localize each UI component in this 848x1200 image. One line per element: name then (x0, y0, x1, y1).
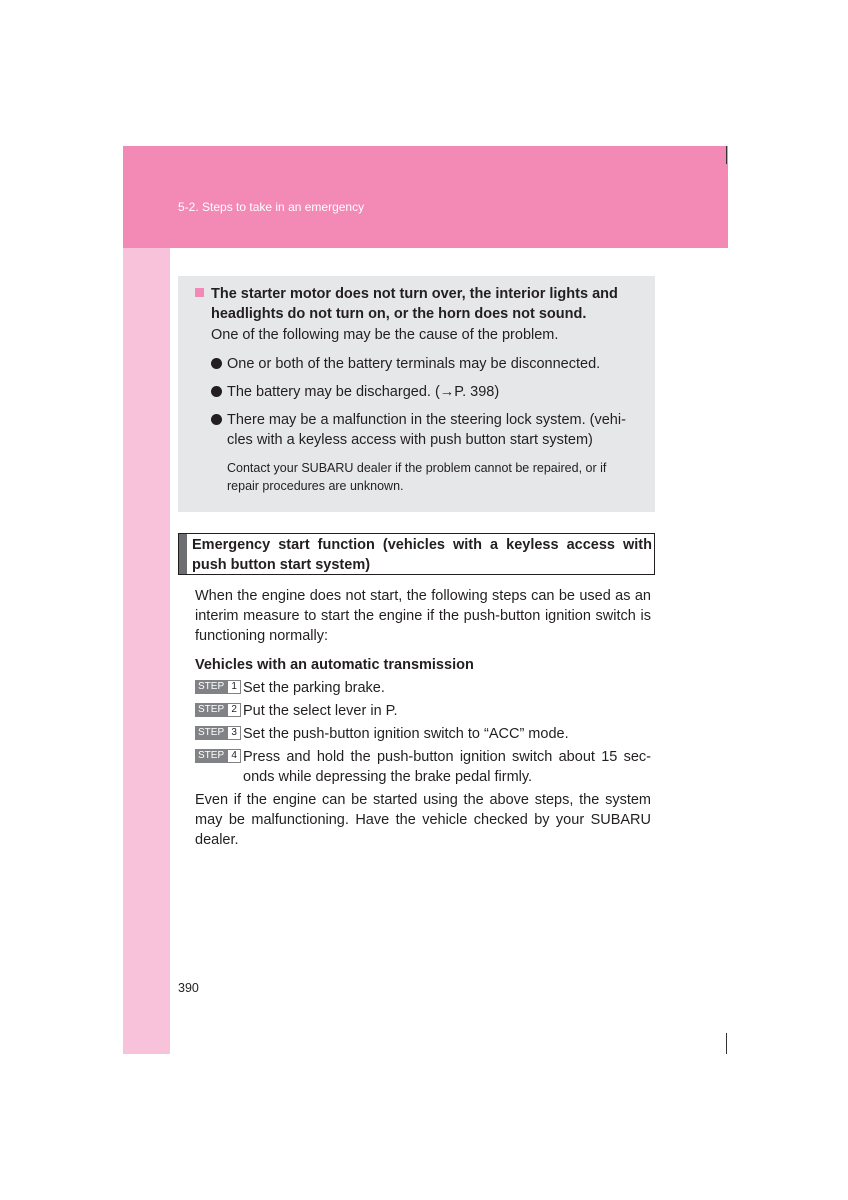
step-text: Press and hold the push-button ignition switch about 15 sec- onds while depressing the brake pedal firmly. (243, 749, 651, 785)
info-title: The starter motor does not turn over, the interior lights and headlights do not turn on, or the horn does not sound. (211, 286, 618, 322)
step-badge (195, 703, 241, 717)
square-bullet-icon (195, 288, 204, 297)
subheading: Vehicles with an automatic transmission (195, 657, 474, 673)
step-row (195, 701, 651, 721)
section-label: 5-2. Steps to take in an emergency (178, 200, 365, 214)
step-number: 4 (227, 749, 241, 763)
step-badge (195, 749, 241, 763)
step-text: Put the select lever in P. (243, 703, 398, 719)
step-text: Set the parking brake. (243, 680, 385, 696)
step-label: STEP (195, 726, 227, 740)
list-item (211, 354, 636, 374)
step-number: 2 (227, 703, 241, 717)
step-text: Set the push-button ignition switch to “ACC” mode. (243, 726, 569, 742)
bullet-dot-icon (211, 358, 222, 369)
side-tab-band (123, 248, 170, 1054)
list-item-text: One or both of the battery terminals may be disconnected. (227, 356, 601, 372)
list-item (211, 410, 636, 450)
page-number: 390 (178, 981, 199, 995)
info-intro: One of the following may be the cause of the problem. (211, 327, 559, 343)
info-box (178, 276, 655, 512)
list-item-text: The battery may be discharged. (→P. 398) (227, 384, 500, 400)
step-row (195, 678, 651, 698)
step-badge (195, 726, 241, 740)
closing-paragraph: Even if the engine can be started using the above steps, the system may be malfunctioning. Have the vehicle checked by your SUBARU dealer. (195, 792, 651, 848)
section-heading-text: Emergency start function (vehicles with a keyless access with push button start system) (192, 537, 652, 573)
step-number: 1 (227, 680, 241, 694)
step-row (195, 724, 651, 744)
step-label: STEP (195, 749, 227, 763)
heading-bar (179, 534, 187, 574)
info-note: Contact your SUBARU dealer if the problem cannot be repaired, or if repair procedures are unknown. (227, 461, 607, 493)
step-number: 3 (227, 726, 241, 740)
section-intro: When the engine does not start, the following steps can be used as an interim measure to start the engine if the push-button ignition switch is functioning normally: (195, 588, 651, 644)
list-item (211, 382, 636, 402)
crop-mark (726, 146, 727, 164)
crop-mark (726, 1033, 727, 1054)
step-label: STEP (195, 703, 227, 717)
step-badge (195, 680, 241, 694)
step-label: STEP (195, 680, 227, 694)
header-band (123, 146, 728, 248)
list-item-text: There may be a malfunction in the steering lock system. (vehi- cles with a keyless access with push button start system) (227, 412, 626, 448)
bullet-dot-icon (211, 386, 222, 397)
step-row (195, 747, 651, 787)
bullet-dot-icon (211, 414, 222, 425)
section-heading (178, 533, 655, 575)
